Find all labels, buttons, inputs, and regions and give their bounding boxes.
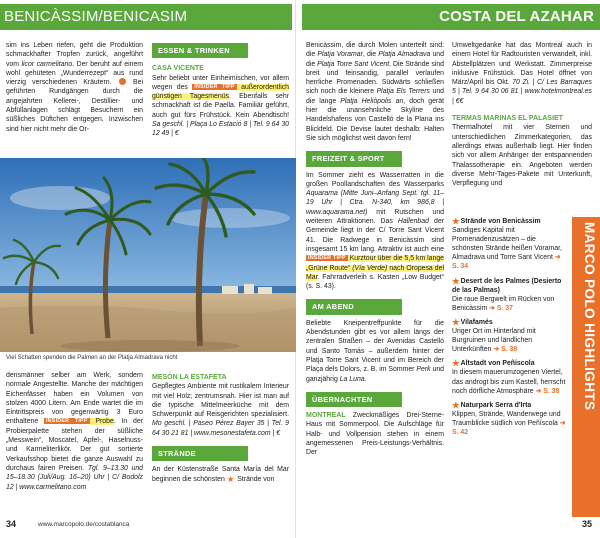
text: Benicàssim, die durch Molen unterteilt sind: die: [306, 42, 444, 59]
text: und die lange: [306, 88, 444, 105]
section-heading-food: ESSEN & TRINKEN: [152, 43, 248, 58]
text: . Fahrradverleih s. Kasten „Low Budget“ (s. S. 43).: [306, 273, 444, 291]
paragraph: [152, 74, 289, 139]
paragraph: [6, 371, 143, 492]
italic-term: La Luna: [339, 375, 365, 383]
highlight-text: Sandiges Kapital mit Promenadenzusätzen – die schönsten Strände heißen Voramar, Almadrava und Torre Sant Vicent: [452, 227, 562, 262]
paragraph: [6, 41, 143, 134]
photo-caption: Viel Schatten spenden die Palmen an der Platja Almadrava nicht: [6, 355, 178, 361]
section-heading-accommodation: ÜBERNACHTEN: [306, 392, 402, 407]
header-right-bar: [302, 4, 600, 30]
header-left-bar: [0, 4, 292, 30]
text: . Der beruht auf einem wohl gehüteten „Wunderrezept“ aus rund vierzig verschiedenen Kräutern.: [6, 60, 143, 87]
italic-term: Perk: [416, 366, 431, 374]
paragraph: [452, 41, 592, 106]
section-heading-leisure: FREIZEIT & SPORT: [306, 151, 402, 166]
italic-term: licor carmelitano: [21, 60, 73, 68]
text: An der Küstenstraße Santa María del Mar beginnen die schönsten: [152, 466, 289, 483]
column-4: [452, 41, 592, 206]
highlight-item: [452, 401, 568, 437]
insider-tip-badge: INSIDER TIPP: [45, 418, 88, 425]
venue-info: 70 Zi. | C/ Les Barraques 5 | Tel. 9 64 30 06 81 | www.hotelmontreal.es | €€: [452, 79, 592, 105]
highlight-title: [452, 318, 568, 327]
text: . In der Probierpalette stehen der süßliche „Messwein“, Moscatel, Apfel-, Haselnuss- und Karmeliterlikör. Der gut sortierte Verkaufsshop bietet die ganze Auswahl zu durchaus fairen Preisen.: [6, 418, 143, 472]
highlight-title: [452, 217, 568, 226]
column-1-top: [6, 41, 143, 157]
venue-info: Sa geschl. | Plaça Lo Estació 8 | Tel. 9 64 30 12 49 | €: [152, 121, 289, 138]
highlight-item: [452, 217, 568, 272]
page-reference: ➜ S. 42: [452, 419, 566, 436]
star-icon: ★: [452, 217, 460, 226]
text: Bei geführten Rundgängen durch die angejahrten Kellerei-, Destillier- und Abfüllanlagen schlägt Besuchern ein süßliches Düftchen entgegen. Inzwischen sind hier nicht mehr die Or-: [6, 79, 143, 133]
highlighted-text: Kurztour über die 5,5 km lange „Grüne Route“: [306, 255, 444, 272]
text: Thermalhotel mit vier Sternen und unterschiedlichen Zimmerkategorien, das allerdings etwas außerhalb liegt. Hier finden sich vor allem Anhänger der entspannenden Thalassotherapie ein. Angeboten werden diverse Mehr-Tages-Pakete mit Unterkunft, Verpflegung und: [452, 124, 592, 188]
highlighted-text: Probe: [89, 418, 114, 426]
section-heading-beaches: STRÄNDE: [152, 446, 248, 461]
venue-name: CASA VICENTE: [152, 65, 204, 73]
italic-term: Platja Voramar: [317, 51, 363, 59]
text: Gepflegtes Ambiente mit rustikalem Interieur mit viel Holz; zentrumsnah. Hier ist man auf die typische Mittelmeerküche mit dem Schwerpunkt auf Reisgerichten spezialisiert.: [152, 383, 289, 419]
page-reference: ➜ S. 38: [493, 346, 518, 354]
venue-name: MONTREAL: [306, 412, 346, 420]
header-right-title: COSTA DEL AZAHAR: [439, 8, 594, 25]
star-icon: ★: [452, 399, 460, 410]
header-left-title: BENICÀSSIM/BENICASIM: [4, 8, 188, 25]
text: Vilafamés: [460, 318, 493, 326]
highlighted-text: außerordentlich günstigen Tagesmenüs: [152, 83, 289, 101]
venue-info: Mo geschl. | Paseo Pérez Bayer 35 | Tel. 9 64 30 21 81 | www.mesonestafeta.com | €: [152, 420, 289, 437]
highlight-text: Die raue Bergwelt im Rücken von Benicàssim: [452, 295, 555, 312]
text: densmänner selber am Werk, sondern normale Angestellte. Manche der mächtigen Eichenfässer haben ein Volumen von stolzen 4000 Litern. Am Ende wartet die im Eintrittspreis von gegenwärtig 3 Euro enthaltene: [6, 372, 143, 426]
page-number-left: 34: [6, 519, 17, 529]
footer-url: www.marcopolo.de/costablanca: [38, 521, 130, 528]
venue-info: (Mitte Juni–Anfang Sept. tgl. 11–19 Uhr | Ctra. N-340, km 986,8 | www.aquarama.net): [306, 190, 444, 216]
page-reference: ➜ S. 37: [489, 304, 513, 312]
highlighted-text: nach Oropesa del Mar: [306, 264, 444, 281]
star-icon: ★: [452, 358, 460, 369]
text: Beliebte Kneipentreffpunkte für die Abendstunden gibt es vor allem längs der zentralen Straßen – der Avenidas Castelló und Santo Tomás – außerdem hinter der Platja Torre Sant Vicent und im Bereich der Plaça dels Dolors, z. B. im Sommer: [306, 319, 444, 374]
italic-term: Platja Torre Sant Vicent: [317, 60, 390, 68]
highlight-item: [452, 277, 568, 313]
italic-term: Platja Els Terrers: [376, 88, 430, 96]
highlights-list: [452, 217, 568, 517]
insider-tip-badge: INSIDER TIPP: [308, 255, 346, 262]
column-3: [306, 41, 444, 515]
paragraph: [452, 123, 592, 188]
insider-tip-badge: INSIDER TIPP: [194, 83, 235, 90]
page-reference: ➜ S. 34: [452, 254, 561, 271]
highlight-text: In diesem mauerumzogenen Viertel, das androgt bis zum Kastell, herrscht noch dörfliche Atmosphäre: [452, 369, 566, 395]
paragraph: [306, 319, 444, 384]
column-1-bottom: [6, 371, 143, 511]
beach-palm-photo: [0, 158, 296, 352]
text: . Ebenfalls sehr schmackhaft ist die Paella. Familiär geführt, auch gut fürs Frühstück. Kein Abendtisch!: [152, 93, 289, 119]
highlights-strip: [572, 217, 600, 517]
page-reference: ➜ S. 38: [535, 387, 560, 395]
text: Strände von: [235, 475, 275, 483]
text: sim ins Leben riefen, geht die Produktion schmackhafter Tropfen zurück, angeführt vom: [6, 42, 143, 68]
highlight-text: Uriger Ort im Hinterland mit Burgruinen und ländlichen Unterkünften: [452, 328, 536, 354]
highlight-item: [452, 359, 568, 395]
text: Im Sommer zieht es Wasserratten in die großen Poollandschaften des Wasserparks: [306, 171, 444, 188]
paragraph: [152, 465, 289, 484]
text: an, doch gerät hier die unansehnliche Skyline des Handelshafens von Castelló de la Plana ins Blickfeld. Die Devise lautet deshalb: Halten Sie sich möglichst weit davon fern!: [306, 97, 444, 142]
paragraph: [306, 41, 444, 143]
italic-term: Aquarama: [306, 190, 338, 198]
italic-term: Platja Heliòpolis: [340, 97, 392, 105]
text: Desert de les Palmes (Desierto de las Palmas): [452, 277, 562, 294]
text: mit Rutschen und weiteren Attraktionen. Das: [306, 208, 444, 226]
highlight-title: [452, 359, 568, 368]
star-icon: ★: [452, 316, 460, 327]
star-icon: ★: [452, 275, 460, 286]
highlights-strip-title: MARCO POLO HIGHLIGHTS: [582, 222, 597, 411]
highlight-item: [452, 318, 568, 354]
text: Zweckmäßiges Drei-Sterne-Haus mit Sommerpool. Die Aufschläge für Halb- und Vollpension stehen in einem angemessenen Preis-Leistungs-Verhältnis. Der: [306, 412, 444, 457]
italic-term: Hallenbad: [397, 218, 429, 226]
text: Naturpark Serra d'Irta: [460, 401, 532, 409]
paragraph: [306, 171, 444, 292]
text: Umweltgedanke hat das Montreal auch in einem Hotel für Radtouristen verwandelt, inkl. Abstellplätzen und Werkstatt. Zimmerpreise inklusive Frühstück. Das Hotel öffnet von März/April bis Okt.: [452, 42, 592, 87]
text: und ganzjährig: [306, 366, 444, 383]
highlight-title: [452, 277, 568, 295]
highlight-title: [452, 401, 568, 410]
column-2-top: [152, 41, 289, 157]
text: .: [364, 375, 367, 383]
marco-polo-dot-icon: [119, 78, 126, 85]
star-icon: ★: [226, 473, 235, 484]
venue-info: Tgl. 9–13.30 und 15–18.30 (Juli/Aug. 16–20) Uhr | C/ Bodolz 12 | www.carmelitano.com: [6, 464, 143, 491]
section-heading-evening: AM ABEND: [306, 299, 402, 314]
text: , die: [362, 51, 379, 59]
venue-name: MESÓN LA ESTAFETA: [152, 374, 227, 381]
text: Altstadt von Peñíscola: [460, 360, 535, 368]
italic-term: Platja Almadrava: [378, 51, 431, 59]
column-2-bottom: [152, 371, 289, 511]
highlighted-text: (Vía Verde): [352, 264, 388, 272]
text: und die: [306, 51, 444, 68]
paragraph: [152, 382, 289, 438]
paragraph: [306, 411, 444, 457]
text: . Die Strände sind breit und feinsandig, parallel verlaufen herrliche Promenaden. Südwärts schließen sich noch die kleinere: [306, 60, 444, 96]
page-number-right: 35: [581, 519, 592, 529]
text: Strände von Benicàssim: [460, 218, 541, 225]
highlight-text: Klippen, Strände, Wanderwege und Traumblicke südlich von Peñíscola: [452, 410, 561, 427]
text: der Gemeinde liegt in der C/ Torre Sant Vicent 41. Die Radwege in Benicàssim sind insgesamt 15 km lang. Attraktiv ist auch eine: [306, 218, 444, 253]
text: Sehr beliebt unter Einheimischen, vor allem wegen des: [152, 74, 289, 91]
venue-name: TERMAS MARINAS EL PALASIET: [452, 115, 563, 123]
